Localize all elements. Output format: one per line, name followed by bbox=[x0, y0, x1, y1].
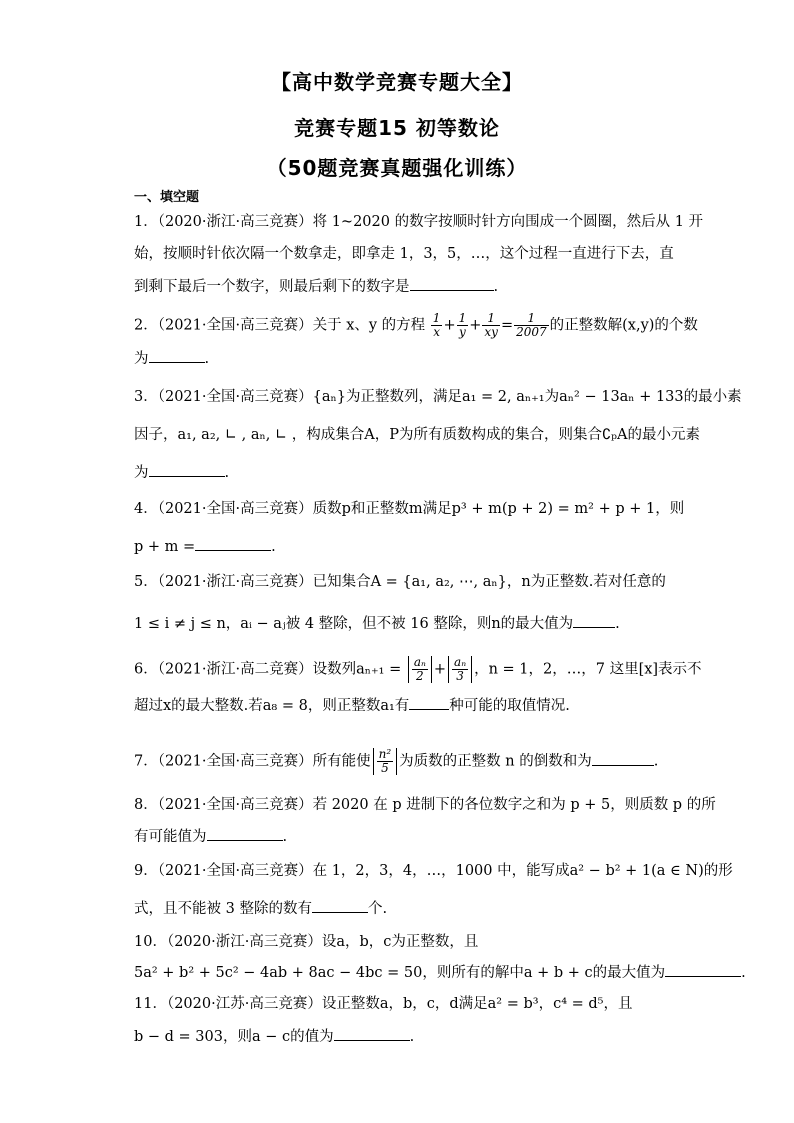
problem-8-line-2: 有可能值为 . bbox=[134, 826, 287, 847]
problem-9-line-1: 9．（2021·全国·高三竞赛）在 1，2，3，4，…，1000 中，能写成a² − b² + 1(a ∈ N)的形 bbox=[134, 863, 733, 879]
problem-2-text-2: 的正整数解(x,y)的个数 bbox=[549, 317, 698, 334]
answer-blank[interactable] bbox=[410, 276, 494, 291]
section-heading: 一、填空题 bbox=[134, 190, 200, 205]
problem-1-line-3 bbox=[134, 276, 498, 297]
problem-9-line-2: 式，且不能被 3 整除的数有 个. bbox=[134, 898, 387, 919]
problem-6-line-2: 超过x的最大整数.若a₈ = 8，则正整数a₁有 种可能的取值情况. bbox=[134, 695, 570, 716]
problem-2-line-2: 为 . bbox=[134, 348, 209, 369]
answer-blank[interactable] bbox=[195, 536, 271, 551]
problem-3-line-3: 为 . bbox=[134, 462, 229, 483]
problem-1-line-2: 始，按顺时针依次隔一个数拿走，即拿走 1，3，5，…，这个过程一直进行下去，直 bbox=[134, 246, 674, 262]
topic-title: 竞赛专题15 初等数论 bbox=[294, 116, 500, 140]
problem-4-line-1: 4．（2021·全国·高三竞赛）质数p和正整数m满足p³ + m(p + 2) = m² + p + 1，则 bbox=[134, 501, 685, 517]
problem-10-line-2: 5a² + b² + 5c² − 4ab + 8ac − 4bc = 50，则所有的解中a + b + c的最大值为 . bbox=[134, 962, 746, 983]
problem-11-line-2: b − d = 303，则a − c的值为 . bbox=[134, 1026, 414, 1047]
problem-8-line-1: 8．（2021·全国·高三竞赛）若 2020 在 p 进制下的各位数字之和为 p + 5，则质数 p 的所 bbox=[134, 797, 716, 813]
floor-bracket: $\frac{\text{aₙ}}{2}$ bbox=[408, 656, 432, 683]
fraction-1-over-2007: $\frac{1}{2007}$ bbox=[516, 311, 547, 339]
floor-bracket: $\frac{\text{n²}}{5}$ bbox=[373, 748, 398, 775]
answer-blank[interactable] bbox=[334, 1026, 410, 1041]
problem-4-line-2: p + m = . bbox=[134, 536, 276, 557]
answer-blank[interactable] bbox=[149, 462, 225, 477]
problem-6-line-1: 6．（2021·浙江·高二竞赛）设数列aₙ₊₁ = $\frac{\text{aₙ}}{2}$ + $\frac{\text{aₙ}}{3}$ ，n = 1，2，…，7 这里[x]表示不 bbox=[134, 655, 702, 683]
problem-1-text: 到剩下最后一个数字，则最后剩下的数字是 bbox=[134, 279, 410, 295]
answer-blank[interactable] bbox=[149, 348, 205, 363]
problem-2-text: 2．（2021·全国·高三竞赛）关于 x、y 的方程 bbox=[134, 317, 426, 334]
problem-2-line-1: 2．（2021·全国·高三竞赛）关于 x、y 的方程 $\frac{1}{x}$ + $\frac{1}{y}$ + $\frac{1}{xy}$ = $\frac{1}{2007}$ 的正整数解(x,y)的个数 bbox=[134, 311, 698, 339]
problem-5-line-1: 5．（2021·浙江·高三竞赛）已知集合A = {a₁, a₂, ⋯, aₙ}，n为正整数.若对任意的 bbox=[134, 574, 666, 590]
answer-blank[interactable] bbox=[573, 613, 615, 628]
answer-blank[interactable] bbox=[592, 751, 654, 766]
fraction-1-over-y: $\frac{1}{y}$ bbox=[458, 311, 467, 339]
problem-10-line-1: 10．（2020·浙江·高三竞赛）设a，b，c为正整数，且 bbox=[134, 934, 479, 950]
problem-5-line-2: 1 ≤ i ≠ j ≤ n，aᵢ − aⱼ被 4 整除，但不被 16 整除，则n的最大值为 . bbox=[134, 613, 620, 634]
answer-blank[interactable] bbox=[312, 898, 368, 913]
problem-3-line-1: 3．（2021·全国·高三竞赛）{aₙ}为正整数列，满足a₁ = 2, aₙ₊₁为aₙ² − 13aₙ + 133的最小素 bbox=[134, 389, 742, 405]
problem-11-line-1: 11．（2020·江苏·高三竞赛）设正整数a，b，c，d满足a² = b³，c⁴ = d⁵，且 bbox=[134, 996, 633, 1012]
collection-title: 【高中数学竞赛专题大全】 bbox=[271, 70, 523, 94]
floor-bracket: $\frac{\text{aₙ}}{3}$ bbox=[448, 656, 472, 683]
answer-blank[interactable] bbox=[409, 695, 449, 710]
problem-3-line-2: 因子，a₁, a₂, ∟ , aₙ, ∟ ，构成集合A，P为所有质数构成的集合，则集合∁ₚA的最小元素 bbox=[134, 427, 700, 443]
subtitle: （50题竞赛真题强化训练） bbox=[266, 156, 528, 180]
fraction-1-over-xy: $\frac{1}{xy}$ bbox=[484, 311, 498, 339]
answer-blank[interactable] bbox=[207, 826, 283, 841]
period: . bbox=[493, 279, 499, 295]
problem-1-line-1: 1．（2020·浙江·高三竞赛）将 1~2020 的数字按顺时针方向围成一个圆圈，然后从 1 开 bbox=[134, 214, 704, 230]
problem-7-line-1: 7．（2021·全国·高三竞赛）所有能使 $\frac{\text{n²}}{5}$ 为质数的正整数 n 的倒数和为 . bbox=[134, 747, 659, 775]
fraction-1-over-x: $\frac{1}{x}$ bbox=[432, 311, 441, 339]
answer-blank[interactable] bbox=[665, 962, 741, 977]
